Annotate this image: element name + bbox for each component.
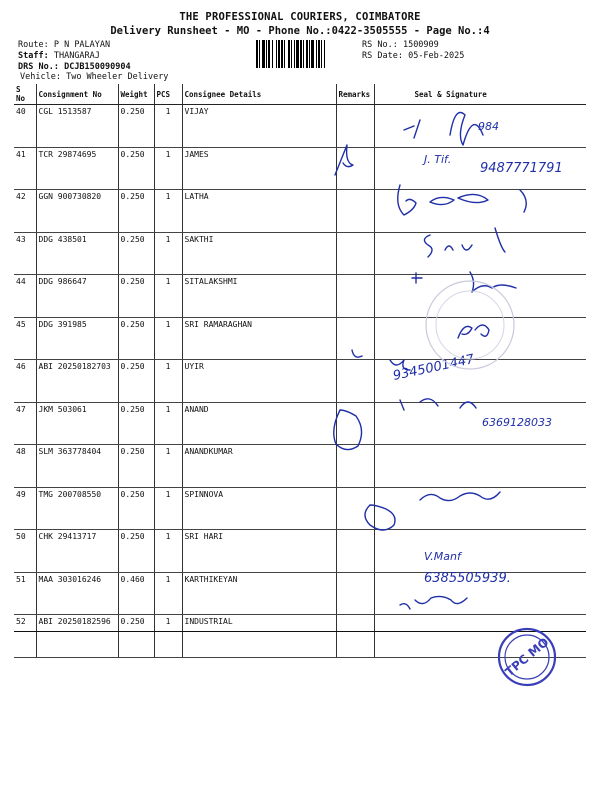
cell-consignment: SLM 363778404 <box>36 445 118 488</box>
rs-no-value: 1500909 <box>402 40 439 50</box>
cell-seal-signature <box>374 530 586 573</box>
cell-consignment: GGN 900730820 <box>36 190 118 233</box>
route-line <box>18 40 110 50</box>
col-pcs: PCS <box>154 84 182 105</box>
col-seal-signature: Seal & Signature <box>374 84 586 105</box>
cell-seal-signature <box>374 572 586 615</box>
handwriting-row51-name: V.Manf <box>424 550 461 563</box>
runsheet-table <box>14 84 586 658</box>
cell-sno: 40 <box>14 105 36 148</box>
cell-remarks <box>336 530 374 573</box>
cell-sno: 46 <box>14 360 36 403</box>
drs-line <box>18 62 131 72</box>
cell-weight: 0.250 <box>118 275 154 318</box>
table-header-row <box>14 84 586 105</box>
table-row <box>14 530 586 573</box>
cell-weight: 0.250 <box>118 105 154 148</box>
cell-sno: 42 <box>14 190 36 233</box>
col-sno: S No <box>14 84 36 105</box>
cell-pcs: 1 <box>154 487 182 530</box>
cell-consignee: LATHA <box>182 190 336 233</box>
table-row <box>14 445 586 488</box>
barcode-bar <box>324 40 325 68</box>
vehicle-value: Two Wheeler Delivery <box>66 72 169 82</box>
cell-remarks <box>336 190 374 233</box>
cell-pcs: 1 <box>154 317 182 360</box>
cell-sno: 48 <box>14 445 36 488</box>
rs-date-label: RS Date: <box>362 51 403 61</box>
table-row <box>14 190 586 233</box>
cell-remarks <box>336 615 374 658</box>
cell-consignment: ABI 20250182703 <box>36 360 118 403</box>
cell-sno: 45 <box>14 317 36 360</box>
table-row <box>14 572 586 615</box>
cell-consignment: DDG 438501 <box>36 232 118 275</box>
cell-consignee: SRI HARI <box>182 530 336 573</box>
staff-line <box>18 51 100 61</box>
cell-weight: 0.250 <box>118 317 154 360</box>
drs-label: DRS No.: <box>18 62 59 72</box>
cell-consignment: CGL 1513587 <box>36 105 118 148</box>
cell-consignee: SPINNOVA <box>182 487 336 530</box>
barcode <box>256 40 356 68</box>
cell-consignee: JAMES <box>182 147 336 190</box>
cell-sno: 47 <box>14 402 36 445</box>
cell-consignee: SITALAKSHMI <box>182 275 336 318</box>
cell-consignee: SAKTHI <box>182 232 336 275</box>
cell-seal-signature <box>374 445 586 488</box>
cell-weight: 0.250 <box>118 147 154 190</box>
cell-pcs: 1 <box>154 402 182 445</box>
cell-sno: 51 <box>14 572 36 615</box>
cell-seal-signature <box>374 360 586 403</box>
cell-sno: 52 <box>14 615 36 658</box>
cell-seal-signature <box>374 190 586 233</box>
table-row <box>14 317 586 360</box>
cell-remarks <box>336 572 374 615</box>
cell-weight: 0.250 <box>118 190 154 233</box>
table-row <box>14 615 586 658</box>
runsheet-title: Delivery Runsheet - MO - Phone No.:0422-3505555 - Page No.:4 <box>110 25 490 37</box>
cell-sno: 41 <box>14 147 36 190</box>
cell-sno: 43 <box>14 232 36 275</box>
cell-consignee: ANANDKUMAR <box>182 445 336 488</box>
cell-weight: 0.250 <box>118 402 154 445</box>
handwriting-row46-phone: 9345001447 <box>391 352 476 384</box>
table-row <box>14 232 586 275</box>
table-row <box>14 360 586 403</box>
table-row <box>14 147 586 190</box>
table-row <box>14 275 586 318</box>
rs-no-label: RS No.: <box>362 40 398 50</box>
cell-pcs: 1 <box>154 445 182 488</box>
col-consignment: Consignment No <box>36 84 118 105</box>
cell-sno: 50 <box>14 530 36 573</box>
cell-sno: 49 <box>14 487 36 530</box>
cell-weight: 0.250 <box>118 232 154 275</box>
cell-remarks <box>336 105 374 148</box>
cell-consignment: JKM 503061 <box>36 402 118 445</box>
drs-value: DCJB150090904 <box>64 62 131 72</box>
cell-seal-signature <box>374 402 586 445</box>
cell-consignment: MAA 303016246 <box>36 572 118 615</box>
cell-consignee: SRI RAMARAGHAN <box>182 317 336 360</box>
cell-remarks <box>336 487 374 530</box>
col-weight: Weight <box>118 84 154 105</box>
cell-pcs: 1 <box>154 572 182 615</box>
cell-consignment: TCR 29874695 <box>36 147 118 190</box>
cell-weight: 0.250 <box>118 445 154 488</box>
cell-pcs: 1 <box>154 190 182 233</box>
table-bottom-rule <box>14 631 586 632</box>
company-title: THE PROFESSIONAL COURIERS, COIMBATORE <box>179 11 421 23</box>
cell-pcs: 1 <box>154 530 182 573</box>
cell-remarks <box>336 445 374 488</box>
cell-seal-signature <box>374 147 586 190</box>
cell-remarks <box>336 275 374 318</box>
route-value: P N PALAYAN <box>53 40 111 50</box>
cell-consignment: DDG 986647 <box>36 275 118 318</box>
cell-weight: 0.250 <box>118 360 154 403</box>
cell-pcs: 1 <box>154 105 182 148</box>
cell-consignee: INDUSTRIAL <box>182 615 336 658</box>
cell-consignment: ABI 20250182596 <box>36 615 118 658</box>
table-row <box>14 105 586 148</box>
rs-date-value: 05-Feb-2025 <box>408 51 465 61</box>
cell-remarks <box>336 232 374 275</box>
cell-sno: 44 <box>14 275 36 318</box>
cell-weight: 0.250 <box>118 487 154 530</box>
cell-seal-signature <box>374 232 586 275</box>
cell-seal-signature <box>374 615 586 658</box>
table-row <box>14 402 586 445</box>
cell-pcs: 1 <box>154 615 182 658</box>
cell-pcs: 1 <box>154 147 182 190</box>
col-remarks: Remarks <box>336 84 374 105</box>
cell-consignment: DDG 391985 <box>36 317 118 360</box>
cell-seal-signature <box>374 275 586 318</box>
handwriting-row51-phone: 6385505939. <box>424 571 511 586</box>
cell-consignee: VIJAY <box>182 105 336 148</box>
handwriting-row41-phone: 9487771791 <box>480 161 563 176</box>
handwriting-row48-phone: 6369128033 <box>482 416 552 429</box>
cell-weight: 0.250 <box>118 530 154 573</box>
cell-consignee: KARTHIKEYAN <box>182 572 336 615</box>
cell-consignment: TMG 200708550 <box>36 487 118 530</box>
cell-pcs: 1 <box>154 232 182 275</box>
cell-consignee: ANAND <box>182 402 336 445</box>
staff-label: Staff: <box>18 51 49 61</box>
handwriting-row41-name: J. Tif. <box>424 153 452 166</box>
cell-seal-signature <box>374 105 586 148</box>
cell-pcs: 1 <box>154 360 182 403</box>
cell-weight: 0.250 <box>118 615 154 658</box>
cell-consignee: UYIR <box>182 360 336 403</box>
route-label: Route: <box>18 40 49 50</box>
rs-no-line <box>362 40 439 50</box>
rs-date-line <box>362 51 464 61</box>
handwriting-row40: 984 <box>478 120 499 133</box>
cell-pcs: 1 <box>154 275 182 318</box>
cell-seal-signature <box>374 317 586 360</box>
svg-text:TPC MO: TPC MO <box>502 634 552 680</box>
vehicle-label: Vehicle: <box>20 72 61 82</box>
cell-seal-signature <box>374 487 586 530</box>
staff-value: THANGARAJ <box>53 51 100 61</box>
vehicle-line <box>20 72 168 82</box>
cell-remarks <box>336 360 374 403</box>
cell-remarks <box>336 402 374 445</box>
col-consignee: Consignee Details <box>182 84 336 105</box>
cell-weight: 0.460 <box>118 572 154 615</box>
cell-remarks <box>336 147 374 190</box>
cell-remarks <box>336 317 374 360</box>
table-row <box>14 487 586 530</box>
cell-consignment: CHK 29413717 <box>36 530 118 573</box>
